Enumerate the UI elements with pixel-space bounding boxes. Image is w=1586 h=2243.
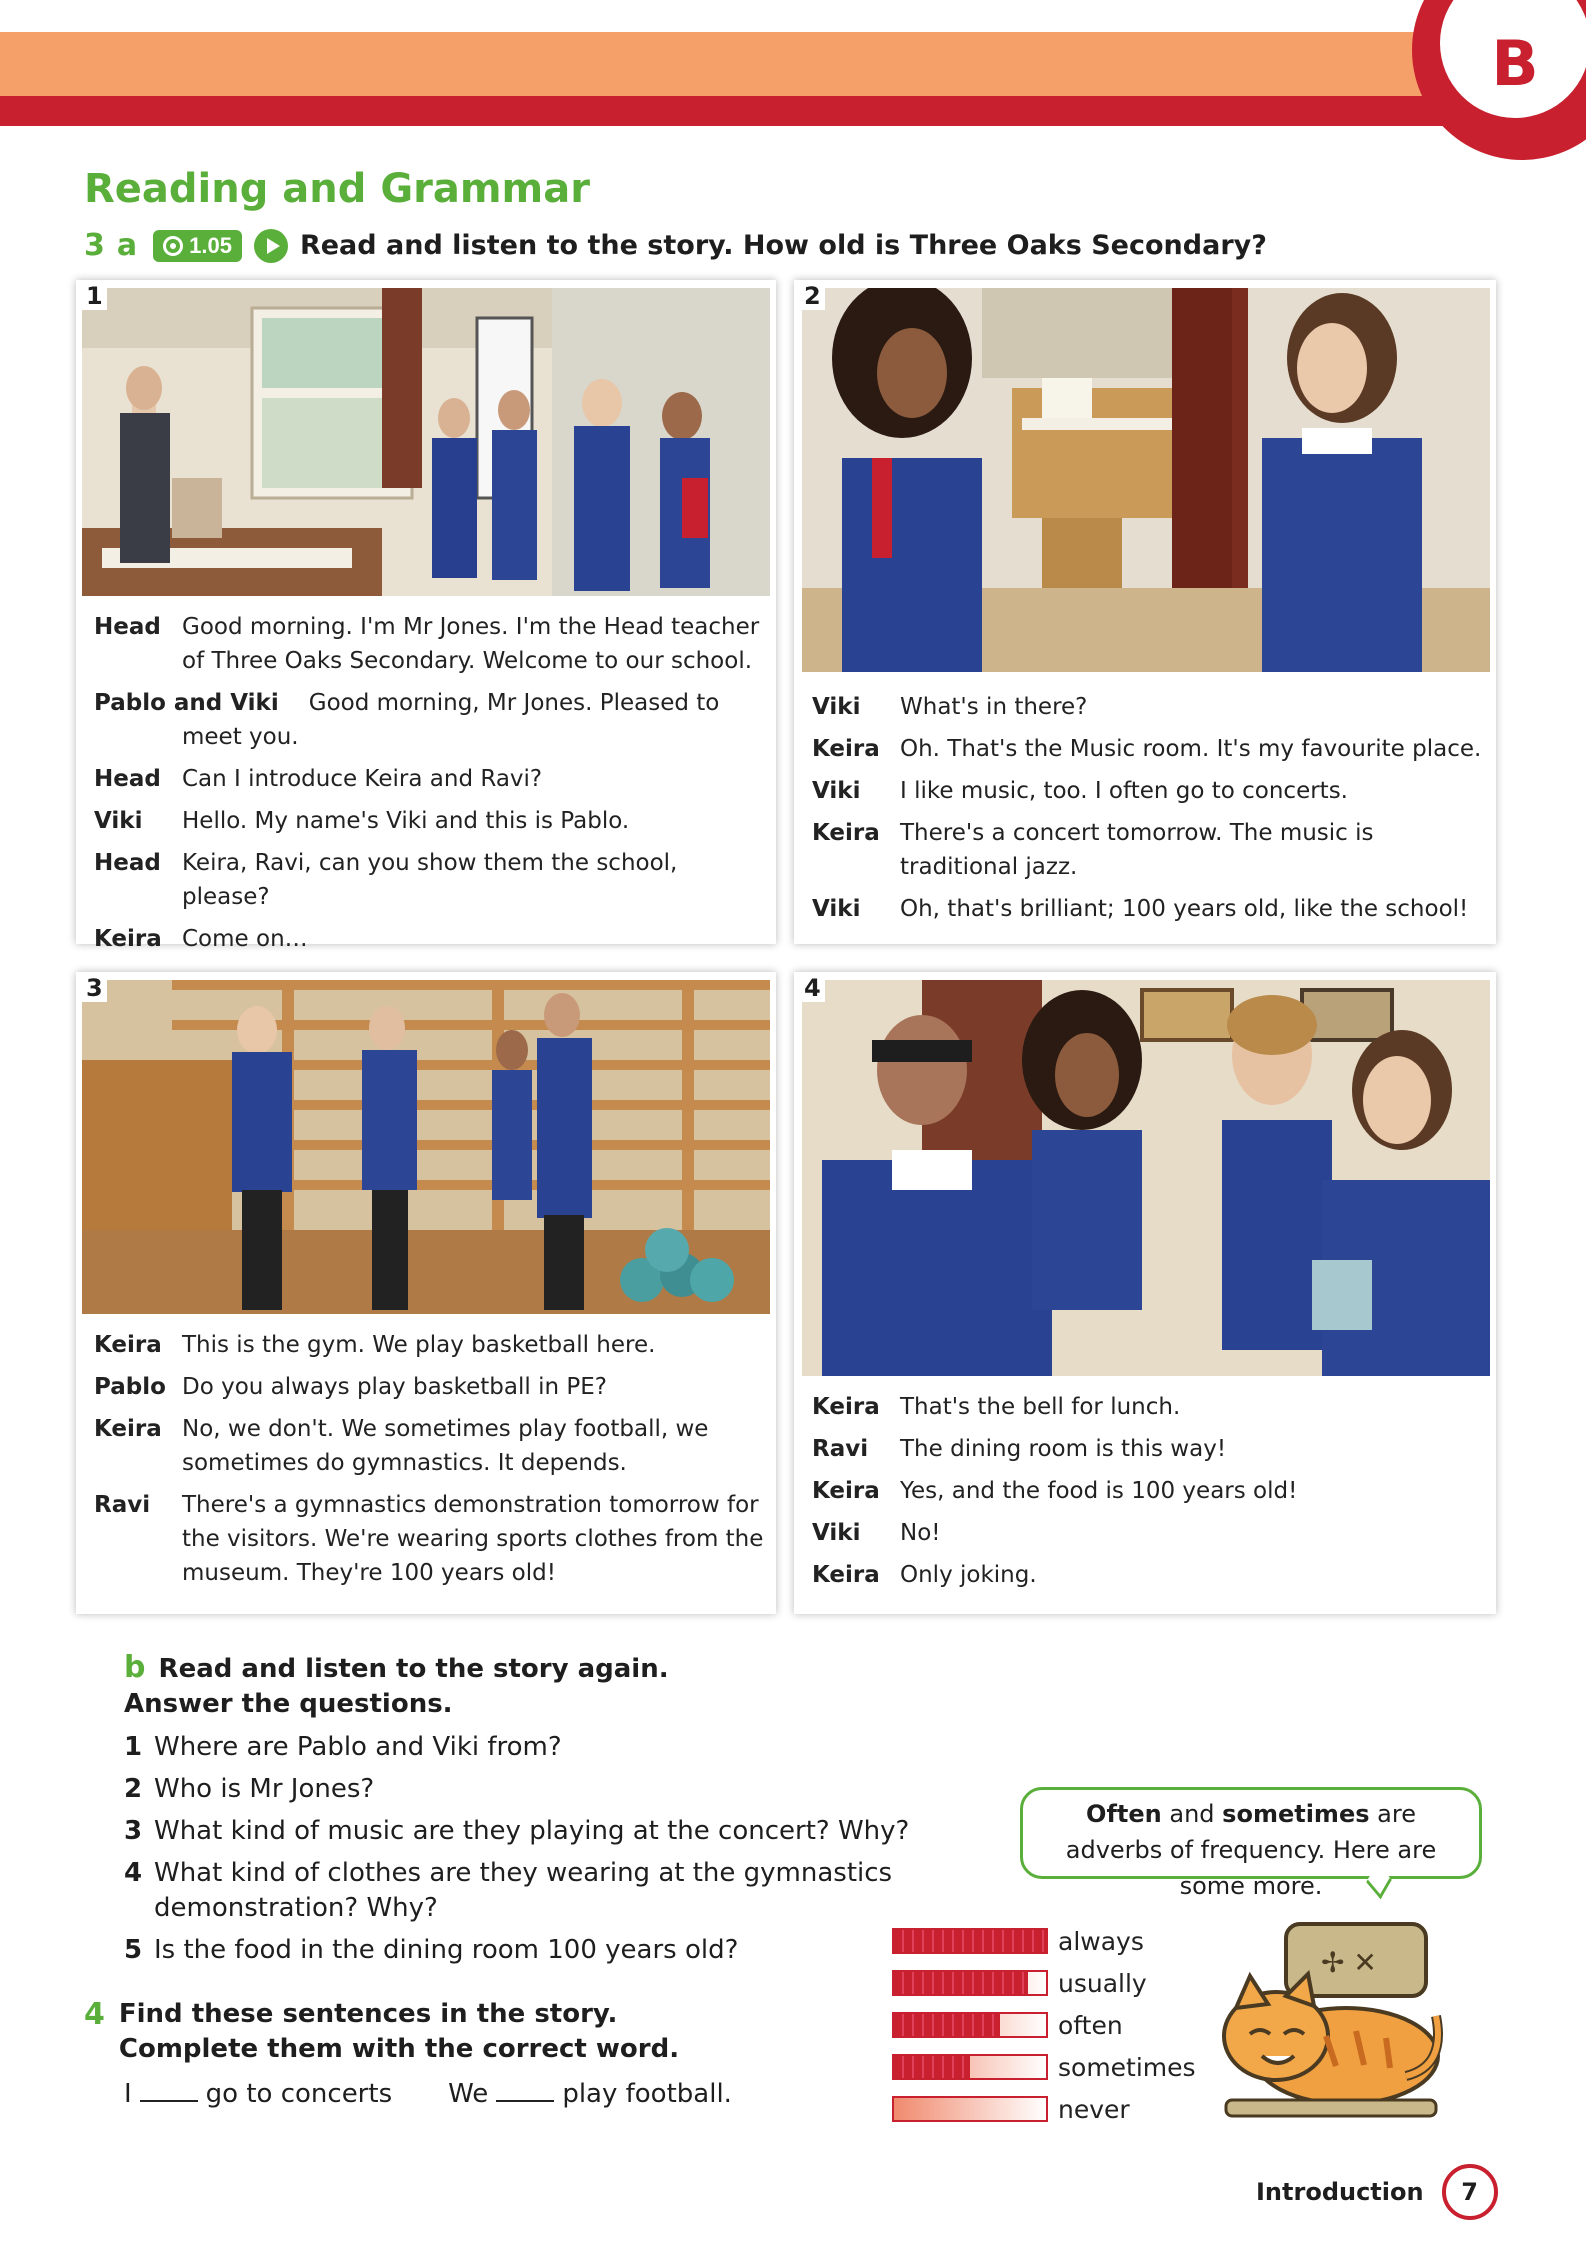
speech: There's a gymnastics demonstration tomorrow for the visitors. We're wearing sports clothes from the museum. They're 100 years old! [182,1492,764,1586]
panel-number: 2 [800,282,825,310]
note-text: and [1169,1800,1215,1828]
question-number: 3 [124,1816,143,1846]
frequency-scale [892,1920,1196,2130]
speech: Only joking. [900,1562,1037,1588]
speech: Oh, that's brilliant; 100 years old, like the school! [900,896,1469,922]
frequency-label: often [1058,2010,1123,2040]
cd-icon [163,236,183,256]
speaker: Keira [812,736,880,762]
speaker: Keira [94,926,162,952]
question-text: What kind of music are they playing at the concert? Why? [154,1816,910,1846]
note-keyword: Often [1086,1800,1162,1828]
speech: No! [900,1520,941,1546]
frequency-row [892,1920,1196,1962]
panel-number: 1 [82,282,107,310]
dialogue-line [812,816,1488,884]
story-panel-4 [794,972,1496,1614]
speaker: Keira [94,1332,162,1358]
story-panel-3 [76,972,776,1614]
exercise-3b [124,1650,909,1975]
frequency-row [892,2004,1196,2046]
audio-track-number: 1.05 [189,232,232,258]
speech: Good morning, Mr Jones. Pleased to [308,690,720,716]
audio-track-badge[interactable] [153,230,242,262]
sentence-start: We [448,2079,489,2109]
header-band-red [0,96,1460,126]
dialogue-line [94,762,764,796]
note-text: are adverbs of frequency. Here are some more. [1065,1800,1437,1900]
panel-number: 3 [82,974,107,1002]
question-text: Where are Pablo and Viki from? [154,1732,562,1762]
dialogue-line [812,1390,1488,1424]
dialogue-line [812,1474,1488,1508]
dialogue-line [94,846,764,914]
question-item [124,1933,909,1968]
question-text: Is the food in the dining room 100 years old? [154,1935,739,1965]
speaker: Viki [812,896,861,922]
dialogue-line [94,1328,764,1362]
speaker: Keira [94,1416,162,1442]
question-number: 4 [124,1858,143,1888]
frequency-bar [892,2012,1048,2038]
speaker: Keira [812,1394,880,1420]
answer-blank[interactable] [496,2080,554,2102]
header-band-orange [0,32,1460,96]
footer-section-label: Introduction [1256,2178,1424,2206]
photo-head-teacher-office [82,288,770,596]
speech: I like music, too. I often go to concerts. [900,778,1348,804]
sentence-start: I [124,2079,132,2109]
frequency-bar-fill [894,1930,1046,1952]
speech: The dining room is this way! [900,1436,1227,1462]
speech: Hello. My name's Viki and this is Pablo. [182,808,630,834]
frequency-bar-fill [894,2014,1000,2036]
frequency-label: always [1058,1926,1144,1956]
dialogue-line [812,732,1488,766]
instruction-line-1: Read and listen to the story again. [158,1654,669,1684]
speaker: Viki [812,1520,861,1546]
story-panel-2 [794,280,1496,944]
dialogue-line [812,774,1488,808]
speaker: Head [94,614,161,640]
exercise-3b-instruction [124,1650,909,1722]
dialogue-line [812,1516,1488,1550]
speaker: Ravi [812,1436,869,1462]
speaker: Keira [812,820,880,846]
dialogue-line [94,610,764,678]
question-item [124,1730,909,1765]
exercise-number: 3 [84,228,105,263]
speech-continued: meet you. [182,724,299,750]
speech: Can I introduce Keira and Ravi? [182,766,543,792]
question-item [124,1814,909,1849]
question-number: 5 [124,1935,143,1965]
speech: Do you always play basketball in PE? [182,1374,607,1400]
sentence-end: go to concerts [205,2079,393,2109]
panel-number: 4 [800,974,825,1002]
frequency-bar [892,2054,1048,2080]
question-list [124,1730,909,1968]
frequency-bar-fill [894,2056,970,2078]
speech: Come on… [182,926,308,952]
frequency-row [892,2046,1196,2088]
gap-fill-sentence-2 [448,2077,732,2112]
unit-badge: B [1440,0,1586,118]
grammar-note-box [1020,1787,1482,1900]
panel-2-dialogue [812,690,1488,934]
photo-school-gym [82,980,770,1314]
frequency-bar-fill [894,1972,1028,1994]
gap-fill-sentences [124,2077,732,2112]
photo-music-room [802,288,1490,672]
frequency-row [892,1962,1196,2004]
story-panel-1 [76,280,776,952]
speaker: Head [94,766,161,792]
exercise-3a-instruction [84,228,1267,263]
dialogue-line [94,1370,764,1404]
svg-text:✢ ✕: ✢ ✕ [1321,1946,1377,1979]
sentence-end: play football. [562,2079,732,2109]
panel-1-dialogue [94,610,764,964]
answer-blank[interactable] [140,2080,198,2102]
frequency-row [892,2088,1196,2130]
speaker: Viki [812,778,861,804]
question-number: 1 [124,1732,143,1762]
question-text: Who is Mr Jones? [154,1774,375,1804]
speech: There's a concert tomorrow. The music is traditional jazz. [900,820,1374,880]
speech: That's the bell for lunch. [900,1394,1181,1420]
dialogue-line [812,892,1488,926]
exercise-letter: b [124,1650,146,1685]
section-title: Reading and Grammar [84,166,590,212]
speaker: Keira [812,1562,880,1588]
question-item [124,1856,909,1926]
speaker: Viki [812,694,861,720]
frequency-label: sometimes [1058,2052,1196,2082]
frequency-bar [892,2096,1048,2122]
speech: Good morning. I'm Mr Jones. I'm the Head teacher of Three Oaks Secondary. Welcome to our school. [182,614,760,674]
gap-fill-sentence-1 [124,2077,392,2112]
dialogue-line [94,922,764,956]
frequency-label: usually [1058,1968,1147,1998]
note-keyword: sometimes [1222,1800,1370,1828]
sleeping-cat-illustration [1206,1916,1446,2126]
speech: This is the gym. We play basketball here. [182,1332,656,1358]
speaker: Pablo [94,1374,166,1400]
instruction-line-1: Find these sentences in the story. [118,1999,618,2029]
panel-3-dialogue [94,1328,764,1598]
dialogue-line [94,1412,764,1480]
exercise-prompt: Read and listen to the story. How old is Three Oaks Secondary? [299,230,1267,261]
speaker: Ravi [94,1492,151,1518]
dialogue-line [94,686,764,754]
speaker: Head [94,850,161,876]
speaker: Keira [812,1478,880,1504]
dialogue-line [812,1558,1488,1592]
speaker: Pablo and Viki [94,690,279,716]
question-text: What kind of clothes are they wearing at the gymnastics demonstration? Why? [154,1858,893,1923]
exercise-4-instruction [84,1997,732,2067]
speech: Oh. That's the Music room. It's my favourite place. [900,736,1482,762]
speech: Yes, and the food is 100 years old! [900,1478,1298,1504]
page-number: 7 [1442,2164,1498,2220]
page-footer [1256,2164,1498,2220]
speaker: Viki [94,808,143,834]
exercise-4 [84,1997,732,2112]
dialogue-line [94,804,764,838]
question-number: 2 [124,1774,143,1804]
exercise-number: 4 [84,1997,105,2032]
dialogue-line [812,690,1488,724]
speech: No, we don't. We sometimes play football, we sometimes do gymnastics. It depends. [182,1416,709,1476]
instruction-line-2: Answer the questions. [124,1689,453,1719]
panel-4-dialogue [812,1390,1488,1600]
instruction-line-2: Complete them with the correct word. [118,2034,680,2064]
frequency-bar [892,1970,1048,1996]
dialogue-line [812,1432,1488,1466]
dialogue-line [94,1488,764,1590]
photo-students-hallway [802,980,1490,1376]
play-icon[interactable] [254,229,288,263]
frequency-bar [892,1928,1048,1954]
frequency-label: never [1058,2094,1130,2124]
speech: What's in there? [900,694,1088,720]
exercise-letter: a [116,228,138,263]
question-item [124,1772,909,1807]
speech: Keira, Ravi, can you show them the school, please? [182,850,678,910]
